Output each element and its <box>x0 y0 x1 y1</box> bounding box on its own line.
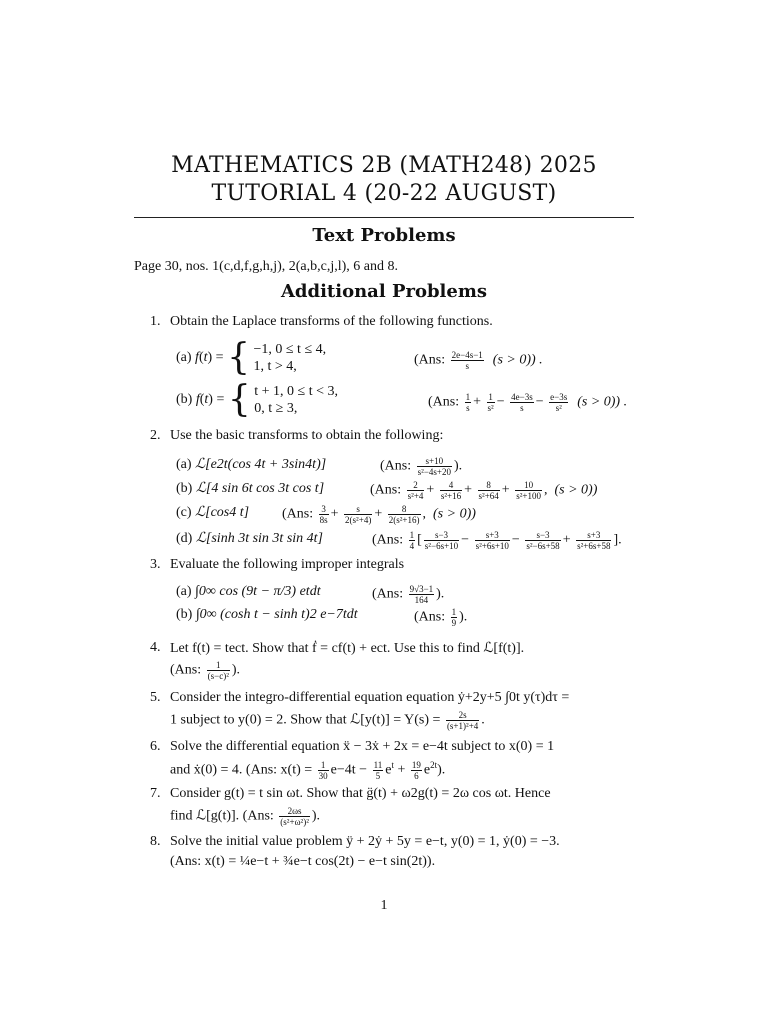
brace-icon: { <box>227 379 251 420</box>
answer: (Ans: $\frac{1}{9}$ ). <box>414 607 468 628</box>
title-line-1: MATHEMATICS 2B (MATH248) 2025 <box>171 153 597 178</box>
problem-line: Solve the initial value problem ÿ + 2ẏ + 5y = e−t, y(0) = 1, ẏ(0) = −3. <box>170 834 560 849</box>
problem-number: 6. <box>150 739 161 754</box>
problem-line: 1 subject to y(0) = 2. Show that ℒ[y(t)] = Y(s) = $\frac{2s}{\text{(s+1)²+4}}$ . <box>170 710 485 731</box>
part-label: (a) <box>176 584 192 599</box>
problem-line: Consider the integro-differential equation equation ẏ+2y+5 ∫0t y(τ)dτ = <box>170 690 570 705</box>
expression: ∫0∞ cos (9t − π/3) etdt <box>195 584 321 599</box>
problem-part-b <box>176 607 358 623</box>
problem-part-b: (b) f(t) = { t + 1, 0 ≤ t < 3, 0, t ≥ 3, <box>176 379 339 420</box>
part-label: (b) <box>176 607 193 622</box>
numerator: 2e−4s−1 <box>451 350 483 360</box>
answer-label: (Ans: <box>372 586 404 602</box>
answer-label: and ẋ(0) = 4. (Ans: x(t) = <box>170 762 313 778</box>
problem-number: 3. <box>150 557 161 572</box>
answer-tail: (s > 0)) . <box>492 352 543 368</box>
answer-tail: (s > 0)) . <box>577 394 628 410</box>
problem-text: Obtain the Laplace transforms of the following functions. <box>170 314 493 329</box>
answer-label: find ℒ[g(t)]. (Ans: <box>170 808 274 824</box>
page-number: 1 <box>380 898 388 913</box>
problem-line: Let f(t) = tect. Show that ḟ = cf(t) + ect. Use this to find ℒ[f(t)]. <box>170 641 525 656</box>
problem-number: 7. <box>150 786 161 801</box>
answer-label: (Ans: <box>414 352 446 368</box>
fraction <box>451 350 484 371</box>
brace-icon: { <box>227 337 250 378</box>
answer: (Ans: $\frac{3}{8s}$ + $\frac{s}{\text{2(s²+4)}}$ + $\frac{8}{\text{2(s²+16)}}$ , (s > 0)) <box>282 504 476 525</box>
problem-number: 1. <box>150 314 161 329</box>
answer: (Ans: $\frac{1}{s}$ + $\frac{1}{\text{s²}}$ − $\frac{4e-3s}{s}$ − $\frac{e-3s}{\text{s²}}$ (s > 0)) . <box>428 392 628 413</box>
answer-label: (Ans: <box>414 609 446 625</box>
denominator: s <box>465 361 469 371</box>
problem-number: 5. <box>150 690 161 705</box>
answer: (Ans: $\frac{2}{\text{s²+4}}$ + $\frac{4}{\text{s²+16}}$ + $\frac{8}{\text{s²+64}}$ + $\frac{10}{\text{s²+100}}$ , (s > 0)) <box>370 480 598 501</box>
problem-text: Use the basic transforms to obtain the following: <box>170 428 444 443</box>
problem-part-a <box>176 456 326 473</box>
problem-number: 2. <box>150 428 161 443</box>
case-line: −1, 0 ≤ t ≤ 4, <box>253 342 327 357</box>
answer-label: (Ans: <box>428 394 460 410</box>
problem-text: Evaluate the following improper integrals <box>170 557 405 572</box>
case-line: t + 1, 0 ≤ t < 3, <box>254 384 339 399</box>
expression: ℒ[4 sin 6t cos 3t cos t] <box>195 481 325 496</box>
expression: ℒ[sinh 3t sin 3t sin 4t] <box>195 531 323 546</box>
expression: ℒ[cos4 t] <box>195 505 250 520</box>
title-rule <box>134 217 634 218</box>
expression: ∫0∞ (cosh t − sinh t)2 e−7tdt <box>195 607 358 622</box>
answer: (Ans: $\frac{1}{\text{(s−c)²}}$ ). <box>170 660 241 681</box>
answer-tail: (s > 0)) <box>554 482 598 498</box>
problem-part-a: (a) f(t) = { −1, 0 ≤ t ≤ 4, 1, t > 4, <box>176 337 327 378</box>
part-label: (a) <box>176 457 192 472</box>
answer-label: (Ans: <box>372 532 404 548</box>
answer: (Ans: $\frac{1}{4}$ [ $\frac{s-3}{\text{s²−6s+10}}$ − $\frac{s+3}{\text{s²+6s+10}}$ − $\frac{s-3}{\text{s²−6s+58}}$ + $\frac{s+3}{\text{s²+6s+58}}$ ]. <box>372 530 622 551</box>
answer: (Ans: x(t) = ¼e−t + ¾e−t cos(2t) − e−t sin(2t)). <box>170 854 436 869</box>
problem-part-d <box>176 530 323 547</box>
part-label: (b) <box>176 392 193 408</box>
text-problems-body: Page 30, nos. 1(c,d,f,g,h,j), 2(a,b,c,j,l), 6 and 8. <box>134 259 398 274</box>
part-label: (d) <box>176 531 193 546</box>
problem-part-c <box>176 504 249 521</box>
problem-number: 8. <box>150 834 161 849</box>
answer-label: (Ans: <box>170 662 202 678</box>
answer-label: (Ans: <box>370 482 402 498</box>
text-problems-heading: Text Problems <box>312 225 456 246</box>
answer: and ẋ(0) = 4. (Ans: x(t) = $\frac{1}{30}$ e−4t − $\frac{11}{5}$ $e^t$ + $\frac{19}{6}$ $e^{2t}$). <box>170 760 446 781</box>
additional-problems-heading: Additional Problems <box>280 281 488 302</box>
answer: (Ans: $\frac{s+10}{\text{s²−4s+20}}$ ). <box>380 456 463 477</box>
answer-tail: (s > 0)) <box>433 506 476 522</box>
problem-line-text: 1 subject to y(0) = 2. Show that ℒ[y(t)] = Y(s) = <box>170 712 441 728</box>
answer-label: (Ans: <box>380 458 412 474</box>
case-line: 0, t ≥ 3, <box>254 401 298 416</box>
answer-label: (Ans: <box>282 506 314 522</box>
answer: find ℒ[g(t)]. (Ans: $\frac{2\omega s}{\text{(s²+ω²)²}}$ ). <box>170 806 321 827</box>
part-label: (b) <box>176 481 193 496</box>
problem-line: Solve the differential equation ẍ − 3ẋ + 2x = e−4t subject to x(0) = 1 <box>170 739 555 754</box>
problem-part-a <box>176 584 321 600</box>
answer <box>414 350 543 371</box>
title-line-2: TUTORIAL 4 (20-22 AUGUST) <box>211 181 557 206</box>
problem-part-b <box>176 480 324 497</box>
problem-line: Consider g(t) = t sin ωt. Show that g̈(t) + ω2g(t) = 2ω cos ωt. Hence <box>170 786 551 801</box>
problem-number: 4. <box>150 640 161 655</box>
part-label: (c) <box>176 505 192 520</box>
answer: (Ans: $\frac{9√3-1}{164}$ ). <box>372 584 445 605</box>
part-label: (a) <box>176 350 192 366</box>
expression: ℒ[e2t(cos 4t + 3sin4t)] <box>195 457 327 472</box>
case-line: 1, t > 4, <box>253 359 297 374</box>
